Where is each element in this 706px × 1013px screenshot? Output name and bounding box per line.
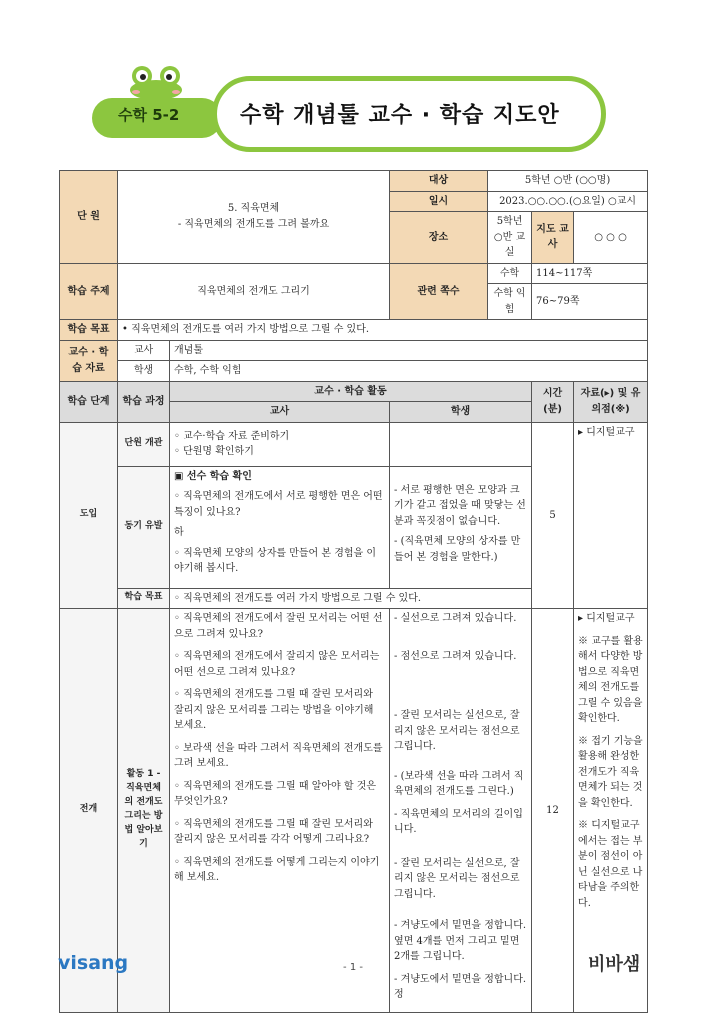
goal-value: • 직육면체의 전개도를 여러 가지 방법으로 그릴 수 있다. bbox=[118, 320, 648, 341]
materials-student-label: 학생 bbox=[118, 361, 170, 382]
develop-a3: - 잘린 모서리는 실선으로, 잘리지 않은 모서리는 점선으로 그립니다. bbox=[394, 710, 520, 752]
develop-note-3: ※ 접기 기능을 활용해 완성한 전개도가 직육면체가 되는 것을 확인한다. bbox=[578, 735, 643, 809]
develop-stage: 전개 bbox=[60, 609, 118, 1013]
unit-label: 단 원 bbox=[60, 171, 118, 264]
subject-label: 수학 5-2 bbox=[118, 106, 180, 124]
pages-label: 관련 쪽수 bbox=[390, 263, 488, 320]
book1-name: 수학 bbox=[488, 263, 532, 284]
intro-t1: ◦ 교수·학습 자료 준비하기 bbox=[174, 430, 290, 442]
develop-time: 12 bbox=[532, 609, 574, 1013]
unit-value bbox=[118, 171, 390, 264]
date-value: 2023.○○.○○.(○요일) ○교시 bbox=[488, 191, 648, 212]
teacher-value: ○ ○ ○ bbox=[574, 212, 648, 264]
intro-teacher-1 bbox=[170, 422, 390, 466]
develop-student bbox=[390, 609, 532, 1013]
develop-note-1: ▸ 디지털교구 bbox=[578, 613, 635, 624]
col-student: 학생 bbox=[390, 402, 532, 423]
develop-q3: ◦ 직육면체의 전개도를 그릴 때 잘린 모서리와 잘리지 않은 모서리를 그리는 방법을 이야기해 보세요. bbox=[174, 689, 374, 731]
goal-label: 학습 목표 bbox=[60, 320, 118, 341]
intro-a2: - (직육면체 모양의 상자를 만들어 본 경험을 말한다.) bbox=[394, 536, 521, 563]
col-notes: 자료(▸) 및 유의점(※) bbox=[574, 381, 648, 422]
book1-pages: 114~117쪽 bbox=[532, 263, 648, 284]
intro-process-2: 동기 유발 bbox=[118, 466, 170, 588]
col-process: 학습 과정 bbox=[118, 381, 170, 422]
col-stage: 학습 단계 bbox=[60, 381, 118, 422]
materials-teacher-label: 교사 bbox=[118, 340, 170, 361]
develop-q7: ◦ 직육면체의 전개도를 어떻게 그리는지 이야기해 보세요. bbox=[174, 856, 380, 883]
develop-note-4: ※ 디지털교구에서는 접는 부분이 점선이 아닌 실선으로 나타남을 주의한다. bbox=[578, 820, 643, 909]
col-teacher: 교사 bbox=[170, 402, 390, 423]
materials-label: 교수 · 학습 자료 bbox=[60, 340, 118, 381]
develop-a4: - (보라색 선을 따라 그려서 직육면체의 전개도를 그린다.) bbox=[394, 770, 524, 797]
target-label: 대상 bbox=[390, 171, 488, 192]
vivasam-logo: 비바샘 bbox=[588, 954, 641, 975]
review-heading: ▣ 선수 학습 확인 bbox=[174, 470, 252, 482]
develop-a6: - 잘린 모서리는 실선으로, 잘리지 않은 모서리는 점선으로 그립니다. bbox=[394, 857, 520, 900]
develop-a8: - 겨냥도에서 밑면을 정합니다. 정 bbox=[394, 973, 527, 1000]
develop-a1: - 실선으로 그려져 있습니다. bbox=[394, 613, 517, 624]
develop-q1: ◦ 직육면체의 전개도에서 잘린 모서리는 어떤 선으로 그려져 있나요? bbox=[174, 613, 383, 640]
develop-q5: ◦ 직육면체의 전개도를 그릴 때 알아야 할 것은 무엇인가요? bbox=[174, 780, 377, 807]
develop-process: 활동 1 - 직육면체의 전개도 그리는 방법 알아보기 bbox=[118, 609, 170, 1013]
teacher-label: 지도 교사 bbox=[532, 212, 574, 264]
topic-label: 학습 주제 bbox=[60, 263, 118, 320]
intro-a1: - 서로 평행한 면은 모양과 크기가 같고 접었을 때 맞닿는 선분과 꼭짓점이 없습니다. bbox=[394, 484, 526, 527]
date-label: 일시 bbox=[390, 191, 488, 212]
col-time: 시간 (분) bbox=[532, 381, 574, 422]
intro-q2: ◦ 직육면체 모양의 상자를 만들어 본 경험을 이야기해 봅시다. bbox=[174, 547, 377, 574]
col-activity: 교수 · 학습 활동 bbox=[170, 381, 532, 402]
intro-extra: 하 bbox=[174, 527, 184, 538]
intro-t2: ◦ 단원명 확인하기 bbox=[174, 446, 254, 457]
target-value: 5학년 ○반 (○○명) bbox=[488, 171, 648, 192]
intro-teacher-2 bbox=[170, 466, 390, 588]
page-number: - 1 - bbox=[343, 962, 363, 973]
intro-process-1: 단원 개관 bbox=[118, 422, 170, 466]
book2-name: 수학 익힘 bbox=[488, 284, 532, 320]
book2-pages: 76~79쪽 bbox=[532, 284, 648, 320]
intro-student-2 bbox=[390, 466, 532, 588]
intro-goal: ◦ 직육면체의 전개도를 여러 가지 방법으로 그릴 수 있다. bbox=[170, 588, 532, 609]
place-label: 장소 bbox=[390, 212, 488, 264]
unit-line1: 5. 직육면체 bbox=[227, 203, 280, 215]
develop-teacher bbox=[170, 609, 390, 1013]
intro-notes: ▸ 디지털교구 bbox=[574, 422, 648, 609]
develop-q4: ◦ 보라색 선을 따라 그려서 직육면체의 전개도를 그려 보세요. bbox=[174, 742, 383, 769]
develop-q2: ◦ 직육면체의 전개도에서 잘리지 않은 모서리는 어떤 선으로 그려져 있나요? bbox=[174, 651, 380, 678]
develop-a7: - 겨냥도에서 밑면을 정합니다. 옆면 4개를 먼저 그리고 밑면 2개를 그립니다. bbox=[394, 920, 527, 962]
develop-a2: - 점선으로 그려져 있습니다. bbox=[394, 650, 517, 662]
unit-line2: - 직육면체의 전개도를 그려 볼까요 bbox=[177, 218, 330, 230]
materials-teacher-value: 개념툴 bbox=[170, 340, 648, 361]
place-value: 5학년 ○반 교실 bbox=[488, 212, 532, 264]
visang-logo: visang bbox=[58, 952, 129, 974]
intro-time: 5 bbox=[532, 422, 574, 609]
develop-note-2: ※ 교구를 활용해서 다양한 방법으로 직육면체의 전개도를 그릴 수 있음을 확인한다. bbox=[578, 635, 643, 724]
intro-q1: ◦ 직육면체의 전개도에서 서로 평행한 면은 어떤 특징이 있나요? bbox=[174, 491, 383, 518]
develop-q6: ◦ 직육면체의 전개도를 그릴 때 잘린 모서리와 잘리지 않은 모서리를 각각 어떻게 그리나요? bbox=[174, 818, 373, 845]
frog-mascot-icon bbox=[126, 64, 186, 98]
intro-process-3: 학습 목표 bbox=[118, 588, 170, 609]
develop-a5: - 직육면체의 모서리의 길이입니다. bbox=[394, 808, 523, 835]
materials-student-value: 수학, 수학 익힘 bbox=[170, 361, 648, 382]
intro-student-1 bbox=[390, 422, 532, 466]
topic-value: 직육면체의 전개도 그리기 bbox=[118, 263, 390, 320]
lesson-plan-table bbox=[59, 170, 648, 1013]
page-title: 수학 개념툴 교수 · 학습 지도안 bbox=[240, 103, 560, 128]
intro-stage: 도입 bbox=[60, 422, 118, 609]
